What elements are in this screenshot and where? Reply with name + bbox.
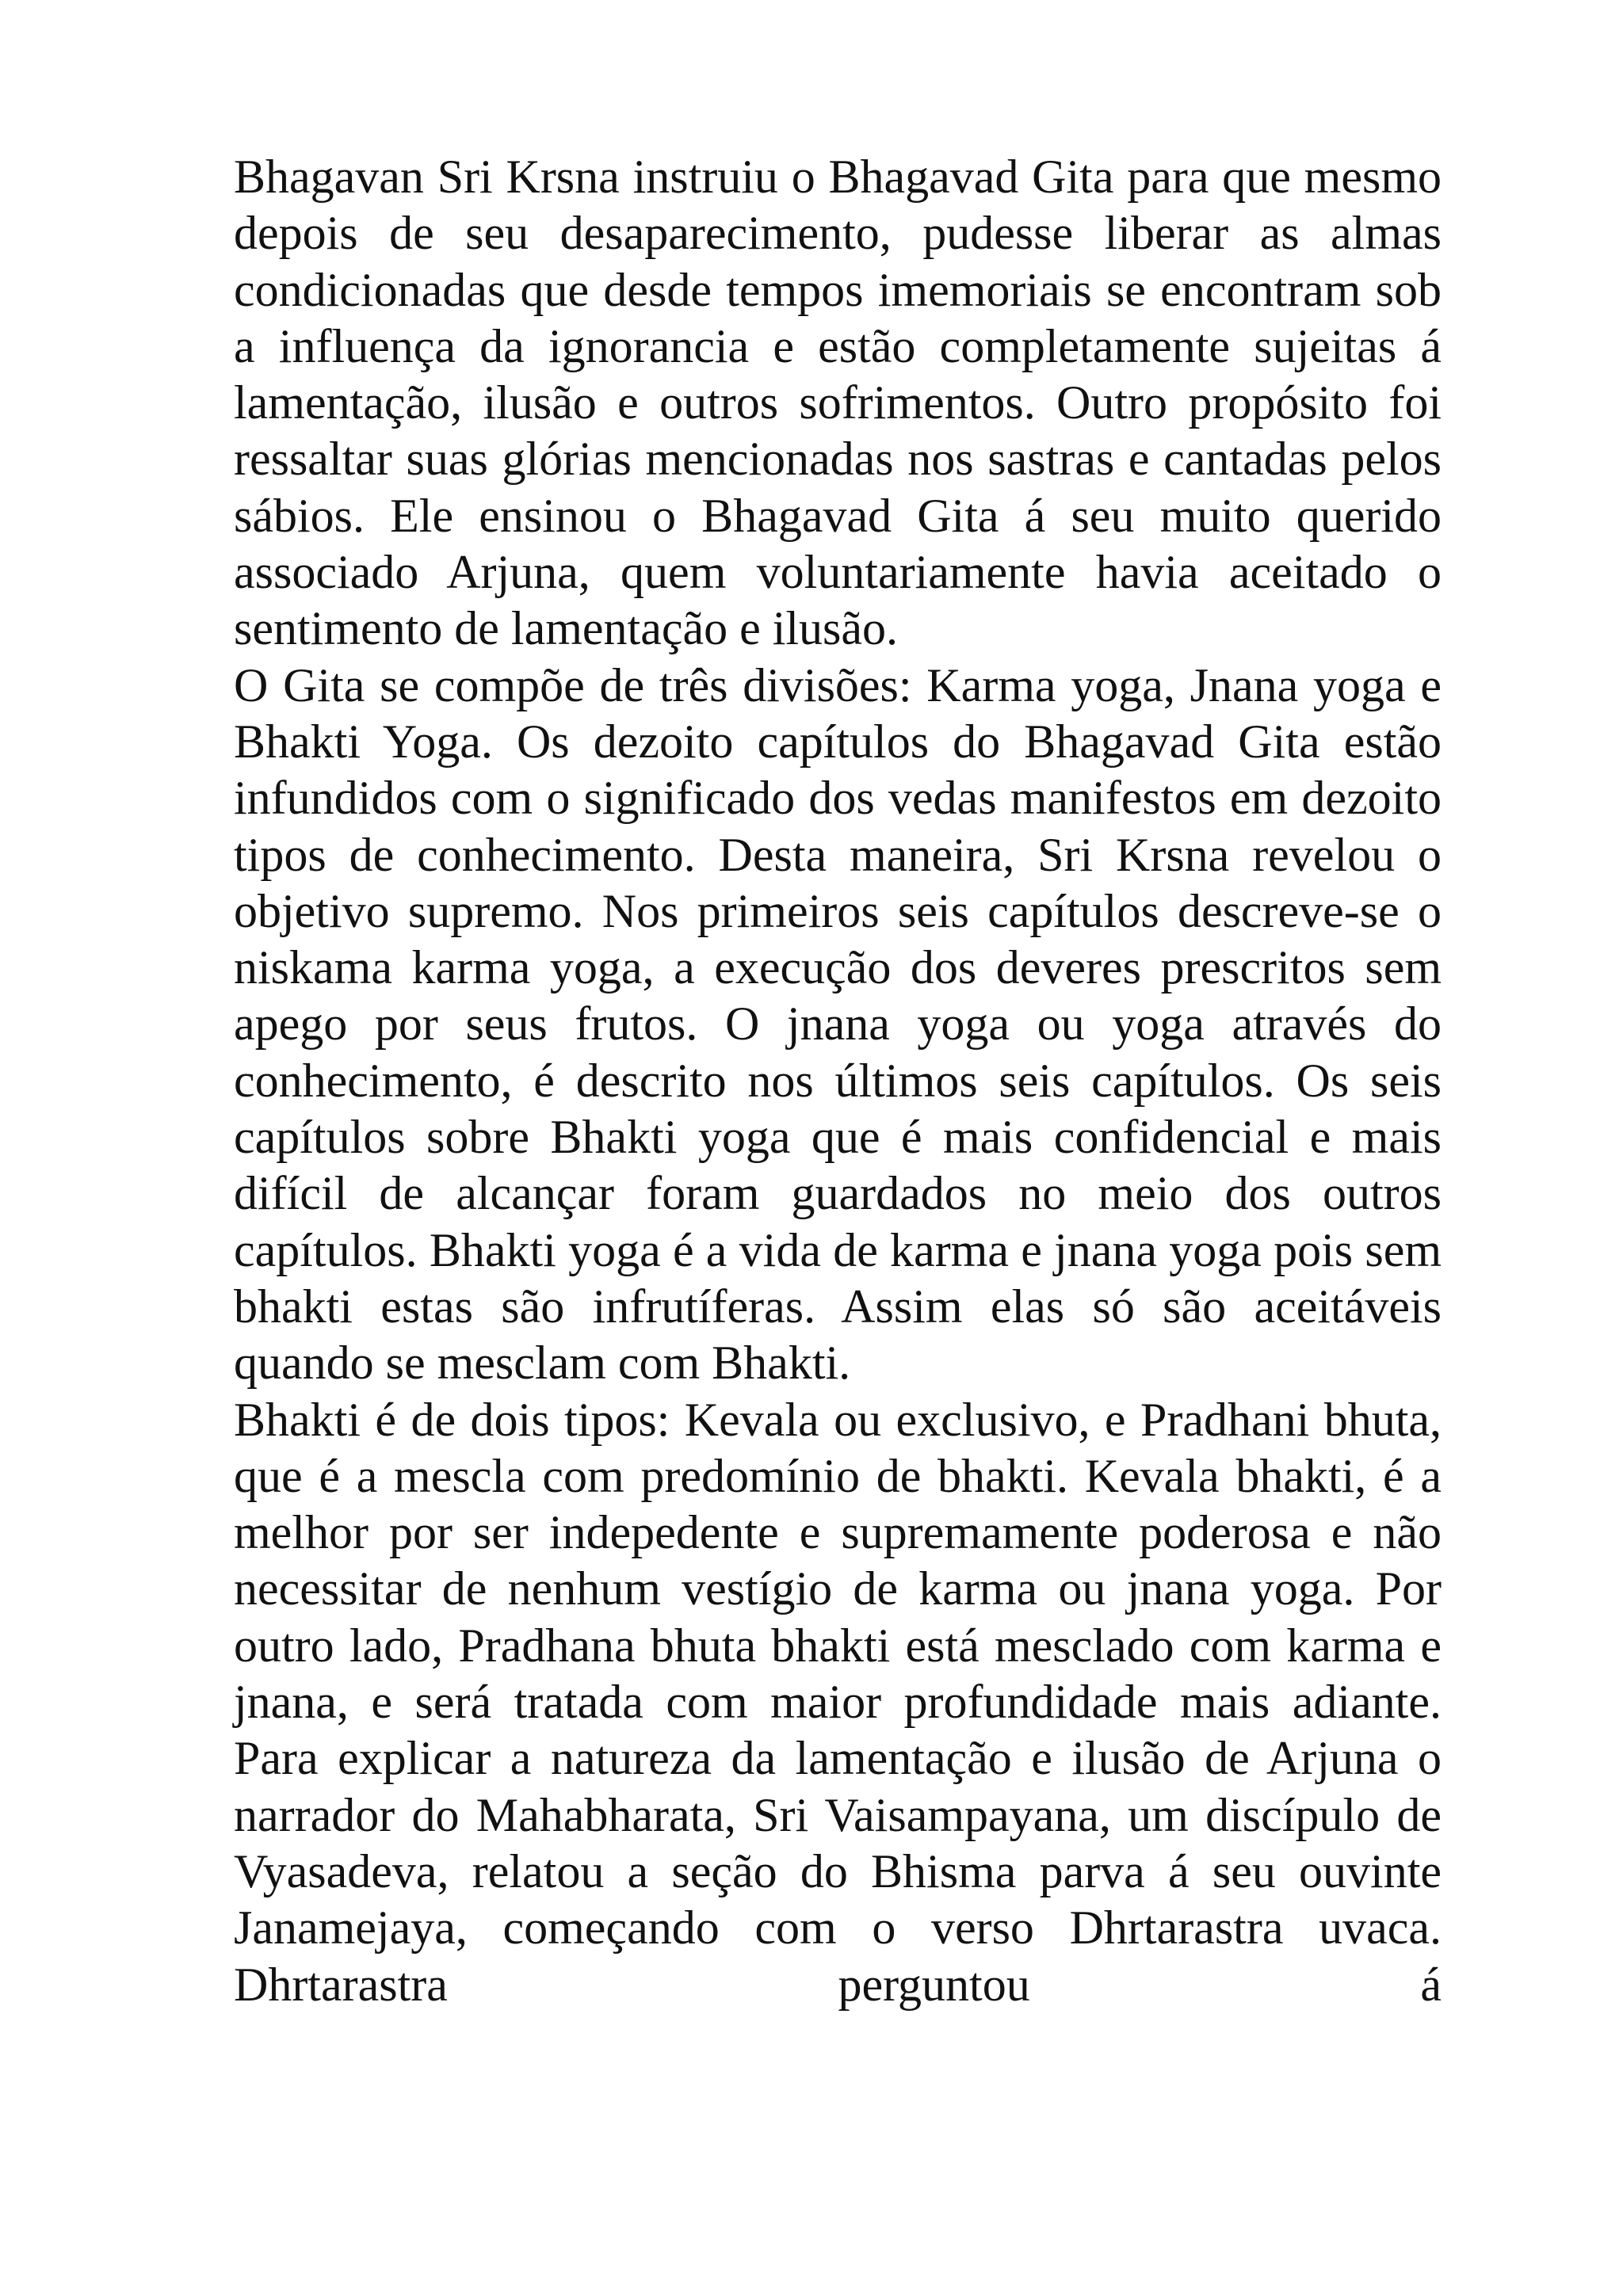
paragraph-2: O Gita se compõe de três divisões: Karma yoga, Jnana yoga e Bhakti Yoga. Os dezoito capítulos do Bhagavad Gita estão infundidos com o significado dos vedas manifestos em dezoito tipos de conhecimento. Desta maneira, Sri Krsna revelou o objetivo supremo. Nos primeiros seis capítulos descreve-se o niskama karma yoga, a execução dos deveres prescritos sem apego por seus frutos. O jnana yoga ou yoga através do conhecimento, é descrito nos últimos seis capítulos. Os seis capítulos sobre Bhakti yoga que é mais confidencial e mais difícil de alcançar foram guardados no meio dos outros capítulos. Bhakti yoga é a vida de karma e jnana yoga pois sem bhakti estas são infrutíferas. Assim elas só são aceitáveis quando se mesclam com Bhakti. [234,658,1442,1390]
document-page [234,149,1442,2013]
paragraph-3: Bhakti é de dois tipos: Kevala ou exclusivo, e Pradhani bhuta, que é a mescla com predomínio de bhakti. Kevala bhakti, é a melhor por ser indepedente e supremamente poderosa e não necessitar de nenhum vestígio de karma ou jnana yoga. Por outro lado, Pradhana bhuta bhakti está mesclado com karma e jnana, e será tratada com maior profundidade mais adiante. Para explicar a natureza da lamentação e ilusão de Arjuna o narrador do Mahabharata, Sri Vaisampayana, um discípulo de Vyasadeva, relatou a seção do Bhisma parva á seu ouvinte Janamejaya, começando com o verso Dhrtarastra uvaca. Dhrtarastra perguntou á [234,1393,1442,2011]
paragraph-1: Bhagavan Sri Krsna instruiu o Bhagavad Gita para que mesmo depois de seu desaparecimento, pudesse liberar as almas condicionadas que desde tempos imemoriais se encontram sob a influença da ignorancia e estão completamente sujeitas á lamentação, ilusão e outros sofrimentos. Outro propósito foi ressaltar suas glórias mencionadas nos sastras e cantadas pelos sábios. Ele ensinou o Bhagavad Gita á seu muito querido associado Arjuna, quem voluntariamente havia aceitado o sentimento de lamentação e ilusão. [234,151,1442,655]
